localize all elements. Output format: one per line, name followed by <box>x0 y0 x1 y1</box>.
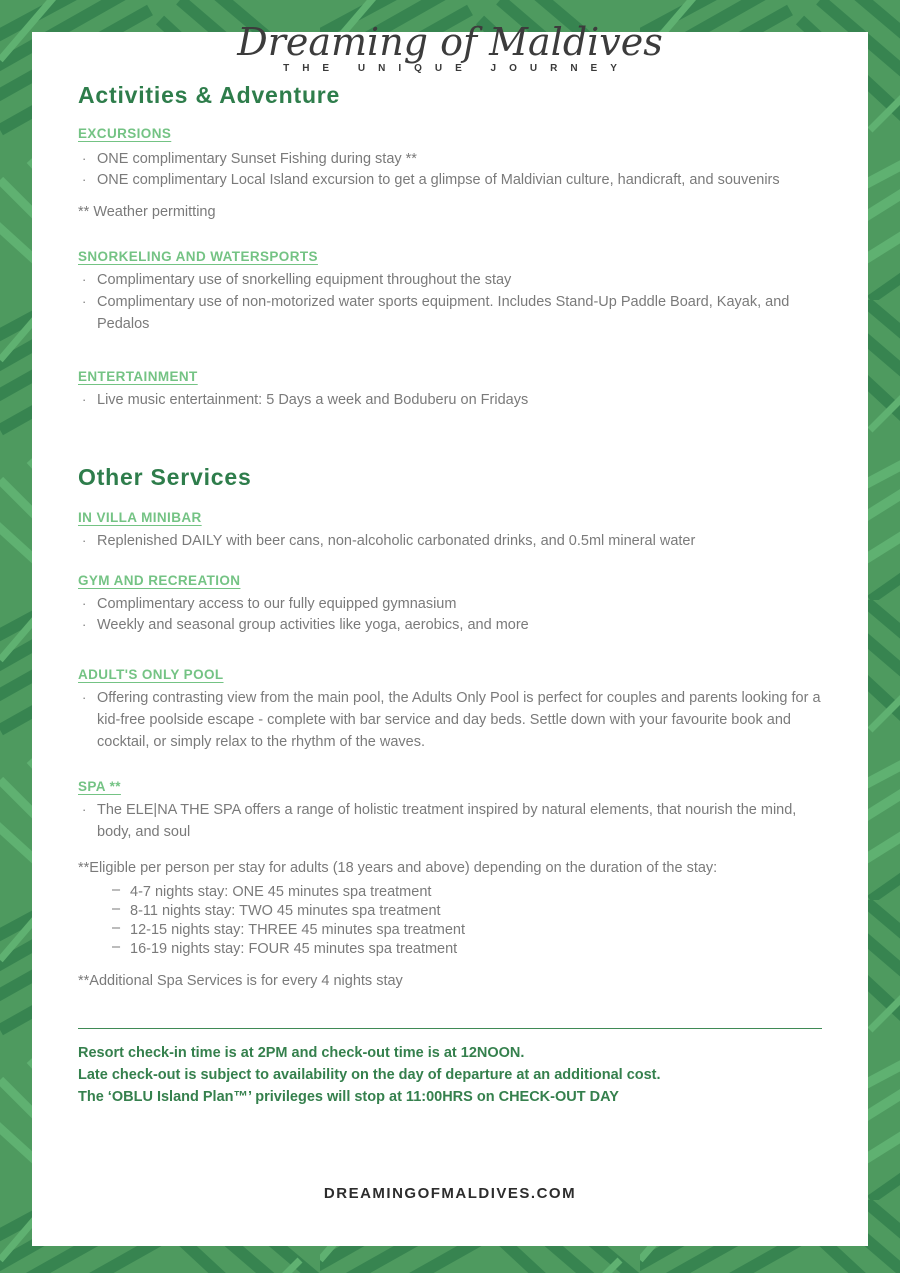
weather-note: ** Weather permitting <box>78 204 216 221</box>
list-item <box>112 883 822 902</box>
list-item <box>112 902 822 921</box>
list-item <box>78 270 822 292</box>
list-item-text: Offering contrasting view from the main pool, the Adults Only Pool is perfect for couples and parents looking for a kid-free poolside escape - complete with bar service and day beds. Settle down with your favourite book and cocktail, or simply relax to the rhythm of the waves. <box>97 690 821 750</box>
list-item-text: The ELE|NA THE SPA offers a range of holistic treatment inspired by natural elements, that nourish the mind, body, and soul <box>97 802 797 841</box>
list-item-text: ONE complimentary Sunset Fishing during stay ** <box>97 150 417 167</box>
list-item-text: Complimentary use of non-motorized water sports equipment. Includes Stand-Up Paddle Board, Kayak, and Pedalos <box>97 293 790 332</box>
logo-tagline: THE UNIQUE JOURNEY <box>283 63 630 75</box>
spa-duration-list <box>112 883 822 960</box>
footer-website: DREAMINGOFMALDIVES.COM <box>323 1185 577 1202</box>
list-item-text: 16-19 nights stay: FOUR 45 minutes spa treatment <box>130 941 458 958</box>
bullet-dot: · <box>82 293 87 309</box>
list-item-text: 4-7 nights stay: ONE 45 minutes spa treatment <box>130 883 432 900</box>
logo <box>78 20 822 75</box>
section-title-other-services: Other Services <box>78 464 252 491</box>
bullet-dot: · <box>82 690 87 706</box>
bullet-dot: · <box>82 172 87 188</box>
list-item-text: Live music entertainment: 5 Days a week and Boduberu on Fridays <box>97 392 529 409</box>
subheading-snorkeling: SNORKELING AND WATERSPORTS <box>78 249 318 265</box>
checkout-notes <box>78 1043 822 1108</box>
list-item <box>78 800 822 844</box>
section-title-activities: Activities & Adventure <box>78 82 341 109</box>
list-item <box>78 688 822 753</box>
checkout-note-line: Late check-out is subject to availability on the day of departure at an additional cost. <box>78 1067 661 1084</box>
list-item-text: 12-15 nights stay: THREE 45 minutes spa treatment <box>130 922 466 939</box>
subheading-excursions: EXCURSIONS <box>78 125 172 141</box>
subheading-entertainment: ENTERTAINMENT <box>78 369 198 385</box>
list-item <box>78 292 822 336</box>
dash-bullet: – <box>112 881 121 898</box>
list-item-text: ONE complimentary Local Island excursion to get a glimpse of Maldivian culture, handicraft, and souvenirs <box>97 172 780 189</box>
list-item <box>112 921 822 940</box>
content-sheet <box>32 20 868 1246</box>
list-item <box>78 149 822 171</box>
list-item-text: Complimentary access to our fully equipped gymnasium <box>97 595 457 612</box>
list-item <box>78 531 822 553</box>
dash-bullet: – <box>112 939 121 956</box>
bullet-dot: · <box>82 272 87 288</box>
list-item-text: Complimentary use of snorkelling equipment throughout the stay <box>97 272 512 289</box>
bullet-dot: · <box>82 392 87 408</box>
bullet-dot: · <box>82 150 87 166</box>
section-divider <box>78 1028 822 1029</box>
list-item <box>78 594 822 616</box>
bullet-dot: · <box>82 532 87 548</box>
dash-bullet: – <box>112 900 121 917</box>
spa-additional-note: **Additional Spa Services is for every 4 nights stay <box>78 973 403 990</box>
list-item <box>112 940 822 959</box>
checkout-note-line: Resort check-in time is at 2PM and check-out time is at 12NOON. <box>78 1045 525 1062</box>
subheading-adults-pool: ADULT'S ONLY POOL <box>78 667 224 683</box>
bullet-dot: · <box>82 617 87 633</box>
subheading-spa: SPA ** <box>78 779 121 795</box>
list-item-text: Weekly and seasonal group activities like yoga, aerobics, and more <box>97 617 529 634</box>
list-item-text: 8-11 nights stay: TWO 45 minutes spa treatment <box>130 902 441 919</box>
dash-bullet: – <box>112 920 121 937</box>
bullet-dot: · <box>82 595 87 611</box>
checkout-note-line: The ‘OBLU Island Plan™’ privileges will stop at 11:00HRS on CHECK-OUT DAY <box>78 1088 619 1105</box>
list-item-text: Replenished DAILY with beer cans, non-alcoholic carbonated drinks, and 0.5ml mineral water <box>97 532 696 549</box>
list-item <box>78 615 822 637</box>
subheading-gym: GYM AND RECREATION <box>78 572 241 588</box>
list-item <box>78 170 822 192</box>
spa-eligibility-note: **Eligible per person per stay for adults (18 years and above) depending on the duration of the stay: <box>78 859 718 876</box>
subheading-minibar: IN VILLA MINIBAR <box>78 509 202 525</box>
bullet-dot: · <box>82 802 87 818</box>
logo-script-text: Dreaming of Maldives <box>237 20 663 64</box>
list-item <box>78 390 822 412</box>
